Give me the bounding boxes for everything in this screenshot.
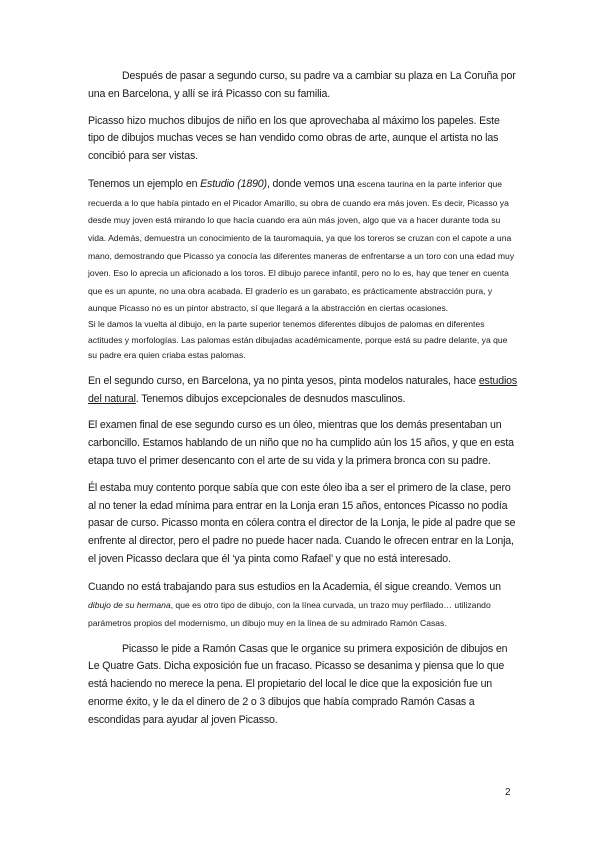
paragraph-estudio-1890 [88, 175, 518, 317]
page-number: 2 [505, 787, 511, 798]
document-body [88, 68, 518, 730]
estudio-mid-text: , donde vemos una [266, 177, 358, 190]
segundo-curso-tail: . Tenemos dibujos excepcionales de desnudos masculinos. [135, 392, 406, 405]
estudio-title: Estudio (1890) [200, 177, 267, 190]
paragraph-childhood-drawings: Picasso hizo muchos dibujos de niño en los que aprovechaba al máximo los papeles. Este tipo de dibujos muchas veces se han vendido como obras de arte, aunque el artista no las concibió para ser vistas. [88, 114, 500, 163]
hermana-description: , que es otro tipo de dibujo, con la línea curvada, un trazo muy perfilado… utilizando parámetros propios del modernismo, un dibujo muy en la línea de su admirado Ramón Casas. [88, 600, 491, 629]
paragraph-hermana [88, 578, 518, 632]
hermana-title: dibujo de su hermana [88, 600, 171, 611]
paragraph-examen-final: El examen final de ese segundo curso es un óleo, mientras que los demás presentaban un carboncillo. Estamos hablando de un niño que no ha cumplido aún los 15 años, y que en esta etapa tuvo el primer desencanto con el arte de su vida y la primera bronca con su padre. [88, 419, 514, 467]
estudio-description: escena taurina en la parte inferior que recuerda a lo que había pintado en el Picador Amarillo, su obra de cuando era más joven. Es decir, Picasso ya desde muy joven está mirando lo que hacía cuando era aún más joven, algo que va a hacer durante toda su vida. Además, demuestra un conocimiento de la tauromaquia, ya que los toreros se cruzan con el capote a una mano, demostrando que Picasso ya conocía las diferentes maneras de enfrentarse a un toro con una edad muy joven. Eso lo aprecia un aficionado a los toros. El dibujo parece infantil, pero no lo es, hay que tener en cuenta que es un apunte, no una obra acabada. El graderío es un garabato, es prácticamente abstracción pura, y aunque Picasso no es un pintor abstracto, sí que llegará a la abstracción en ciertas ocasiones. [88, 178, 515, 314]
paragraph-palomas: Si le damos la vuelta al dibujo, en la parte superior tenemos diferentes dibujos de palomas en diferentes actitudes y morfologías. Las palomas están dibujadas académicamente, porque está su padre delante, ya que su padre era quien criaba estas palomas. [88, 318, 508, 361]
segundo-curso-lead: En el segundo curso, en Barcelona, ya no pinta yesos, pinta modelos naturales, hace [88, 374, 479, 387]
estudios-del-natural-link[interactable]: estudios del natural [88, 374, 518, 405]
paragraph-lonja: Él estaba muy contento porque sabía que con este óleo iba a ser el primero de la clase, pero al no tener la edad mínima para entrar en la Lonja eran 15 años, entonces Picasso no podía pasar de curso. Picasso monta en cólera contra el director de la Lonja, le pide al padre que se enfrente al director, pero el padre no puede hacer nada. Cuando le ofrecen entrar en la Lonja, el joven Picasso declara que él ‘ya pinta como Rafael’ y que no está interesado. [88, 481, 516, 565]
paragraph-quatre-gats: Picasso le pide a Ramón Casas que le organice su primera exposición de dibujos en Le Quatre Gats. Dicha exposición fue un fracaso. Picasso se desanima y piensa que lo que está haciendo no merece la pena. El propietario del local le dice que la exposición fue un enorme éxito, y le da el dinero de 2 o 3 dibujos que había comprado Ramón Casas a escondidas para ayudar al joven Picasso. [88, 642, 508, 726]
estudio-lead-text: Tenemos un ejemplo en [88, 177, 201, 190]
paragraph-move-barcelona: Después de pasar a segundo curso, su padre va a cambiar su plaza en La Coruña por una en Barcelona, y allí se irá Picasso con su familia. [88, 70, 516, 100]
hermana-lead-text: Cuando no está trabajando para sus estudios en la Academia, él sigue creando. Vemos un [88, 580, 501, 593]
paragraph-segundo-curso [88, 373, 518, 409]
